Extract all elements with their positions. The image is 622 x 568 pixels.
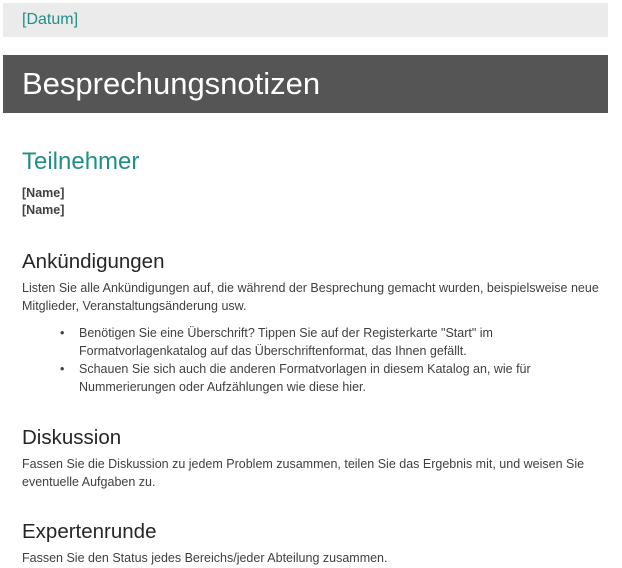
announcements-bullet-list <box>22 324 622 396</box>
attendees-heading[interactable]: Teilnehmer <box>22 148 140 175</box>
attendee-name-2[interactable]: [Name] <box>22 203 65 217</box>
document-title[interactable]: Besprechungsnotizen <box>22 66 321 101</box>
attendee-name-1[interactable]: [Name] <box>22 186 65 200</box>
bullet-text: Benötigen Sie eine Überschrift? Tippen Sie auf der Registerkarte "Start" im Formatvorlagenkatalog auf das Überschriftenformat, das Ihnen gefällt. <box>79 326 493 358</box>
expert-round-heading[interactable]: Expertenrunde <box>22 520 157 543</box>
bullet-icon: • <box>60 326 65 340</box>
date-band <box>3 3 608 37</box>
bullet-text: Schauen Sie sich auch die anderen Formatvorlagen in diesem Katalog an, wie für Nummerierungen oder Aufzählungen wie diese hier. <box>79 362 531 394</box>
discussion-heading[interactable]: Diskussion <box>22 426 122 449</box>
list-item[interactable] <box>22 360 622 396</box>
title-band <box>3 55 608 113</box>
announcements-heading[interactable]: Ankündigungen <box>22 250 165 273</box>
list-item[interactable] <box>22 324 622 360</box>
announcements-text[interactable]: Listen Sie alle Ankündigungen auf, die während der Besprechung gemacht wurden, beispielsweise neue Mitglieder, Veranstaltungsänderung usw. <box>22 281 599 313</box>
expert-round-text[interactable]: Fassen Sie den Status jedes Bereichs/jeder Abteilung zusammen. <box>22 551 388 565</box>
discussion-text[interactable]: Fassen Sie die Diskussion zu jedem Problem zusammen, teilen Sie das Ergebnis mit, und weisen Sie eventuelle Aufgaben zu. <box>22 457 585 489</box>
date-placeholder[interactable]: [Datum] <box>22 11 79 28</box>
bullet-icon: • <box>60 362 65 376</box>
